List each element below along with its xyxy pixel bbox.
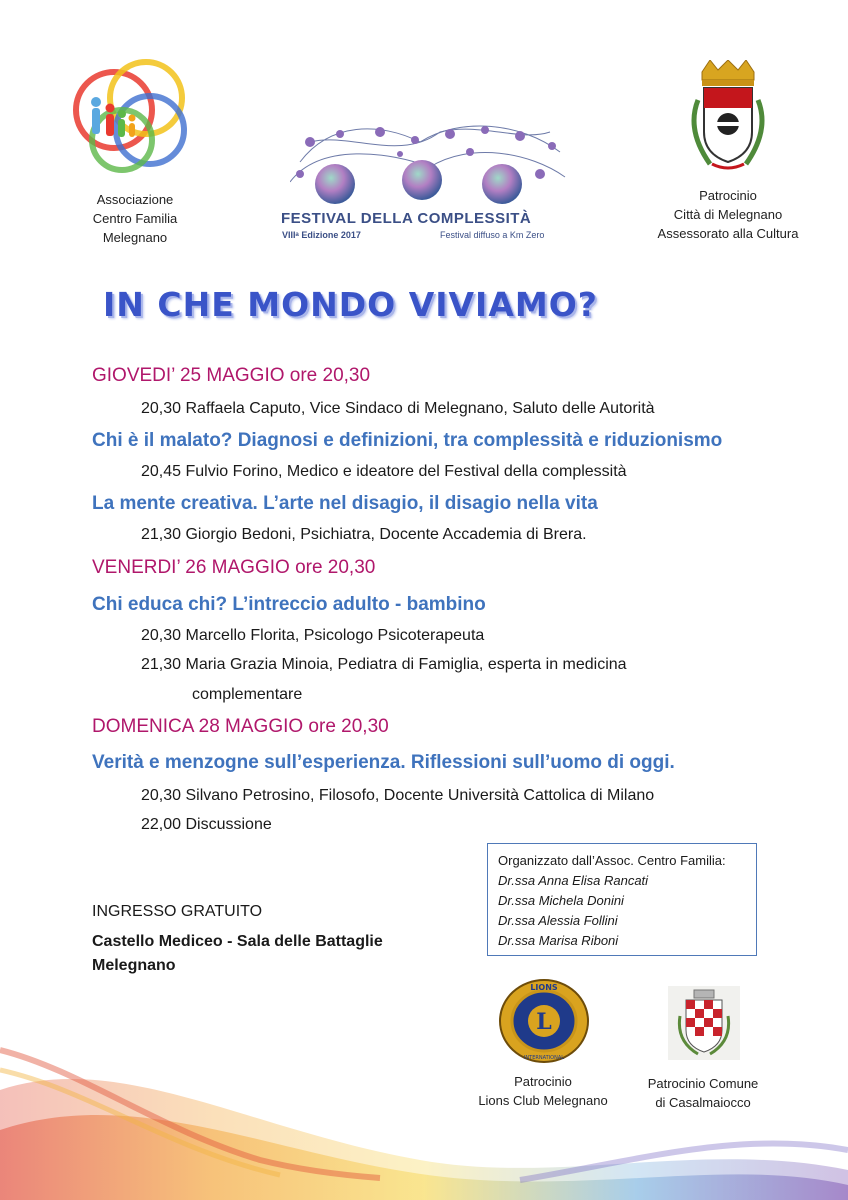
organizer-name: Dr.ssa Michela Donini <box>498 893 624 908</box>
left-caption-line-3: Melegnano <box>102 230 168 245</box>
left-caption-line-2: Centro Familia <box>92 211 178 226</box>
entry-free: INGRESSO GRATUITO <box>92 903 263 920</box>
talk-title: Chi educa chi? L’intreccio adulto - bambino <box>92 594 486 615</box>
day-friday: VENERDI’ 26 MAGGIO ore 20,30 <box>92 557 376 578</box>
casalmaiocco-crest-icon <box>668 986 740 1060</box>
talk-title: Chi è il malato? Diagnosi e definizioni, tra complessità e riduzionismo <box>92 430 723 451</box>
casalmaiocco-caption <box>632 1074 774 1112</box>
right-logo-caption <box>638 186 818 243</box>
festival-title: FESTIVAL DELLA COMPLESSITÀ <box>281 210 532 227</box>
lions-club-logo <box>497 978 591 1064</box>
talk-title: Verità e menzogne sull’esperienza. Riflessioni sull’uomo di oggi. <box>92 752 675 773</box>
organizers-heading: Organizzato dall’Assoc. Centro Familia: <box>498 853 726 868</box>
festival-spheres-logo <box>290 122 570 214</box>
talk-title: La mente creativa. L’arte nel disagio, il disagio nella vita <box>92 493 598 514</box>
organizer-name: Dr.ssa Alessia Follini <box>498 913 618 928</box>
venue-place: Castello Mediceo - Sala delle Battaglie <box>92 933 383 950</box>
speaker-line: 21,30 Maria Grazia Minoia, Pediatra di Famiglia, esperta in medicina <box>141 656 627 673</box>
melegnano-crest-icon <box>680 60 776 176</box>
speaker-line: 20,30 Marcello Florita, Psicologo Psicoterapeuta <box>141 627 485 644</box>
lions-caption-line-2: Lions Club Melegnano <box>478 1093 608 1108</box>
lions-emblem-letter: L <box>536 1009 552 1035</box>
speaker-line: 20,30 Raffaela Caputo, Vice Sindaco di Melegnano, Saluto delle Autorità <box>141 400 655 417</box>
speaker-line: 20,30 Silvano Petrosino, Filosofo, Docente Università Cattolica di Milano <box>141 787 655 804</box>
main-title: IN CHE MONDO VIVIAMO? <box>103 285 598 324</box>
right-caption-line-3: Assessorato alla Cultura <box>657 226 799 241</box>
organizer-name: Dr.ssa Anna Elisa Rancati <box>498 873 649 888</box>
right-caption-line-2: Città di Melegnano <box>673 207 783 222</box>
day-sunday: DOMENICA 28 MAGGIO ore 20,30 <box>92 716 389 737</box>
day-thursday: GIOVEDI’ 25 MAGGIO ore 20,30 <box>92 365 371 386</box>
right-caption-line-1: Patrocinio <box>699 188 757 203</box>
speaker-line: 22,00 Discussione <box>141 816 272 833</box>
festival-edition: VIIIᵃ Edizione 2017 <box>282 230 361 240</box>
organizer-name: Dr.ssa Marisa Riboni <box>498 933 619 948</box>
lions-emblem-top: LIONS <box>530 983 558 992</box>
organizers-box <box>487 843 757 956</box>
left-logo-caption <box>70 190 200 247</box>
left-caption-line-1: Associazione <box>96 192 174 207</box>
festival-tagline: Festival diffuso a Km Zero <box>440 230 545 240</box>
venue-city: Melegnano <box>92 957 176 974</box>
lions-caption-line-1: Patrocinio <box>514 1074 572 1089</box>
speaker-line-continued: complementare <box>192 686 303 703</box>
lions-emblem-bottom: INTERNATIONAL <box>523 1055 565 1061</box>
speaker-line: 21,30 Giorgio Bedoni, Psichiatra, Docente Accademia di Brera. <box>141 526 587 543</box>
casalmaiocco-caption-line-1: Patrocinio Comune <box>647 1076 759 1091</box>
lions-caption <box>458 1072 628 1110</box>
speaker-line: 20,45 Fulvio Forino, Medico e ideatore del Festival della complessità <box>141 463 627 480</box>
casalmaiocco-caption-line-2: di Casalmaiocco <box>655 1095 751 1110</box>
family-rings-logo <box>66 58 202 178</box>
